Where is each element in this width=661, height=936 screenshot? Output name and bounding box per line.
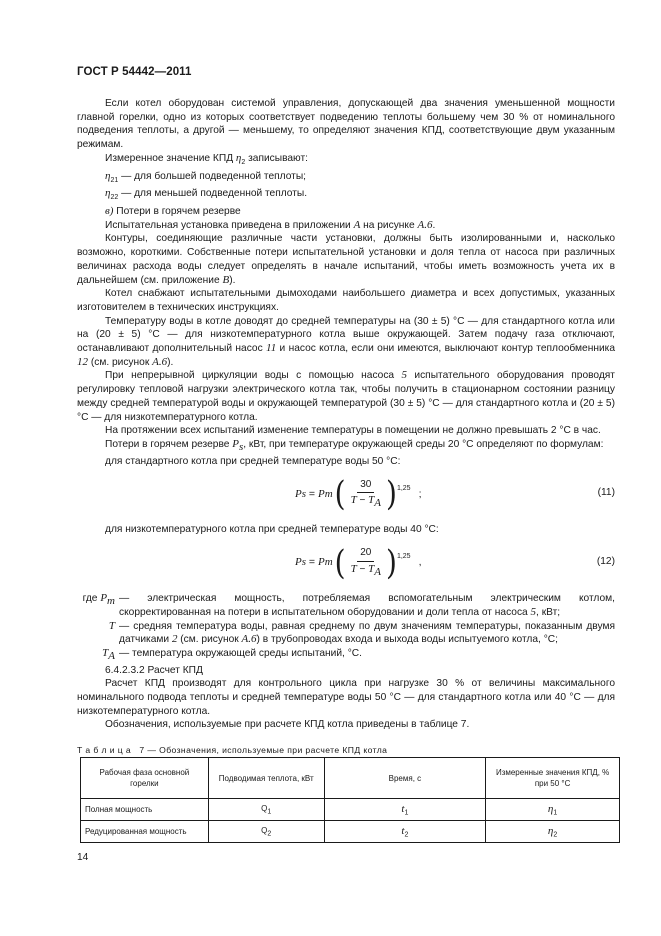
- text: — электрическая мощность, потребляемая вспомогательным электрическим котлом, скорректированная на потери в испытательном оборудовании и доли тепла от насоса: [119, 593, 615, 618]
- page-header: ГОСТ Р 54442—2011: [77, 66, 192, 78]
- table-caption: Т а б л и ц а 7 — Обозначения, используемые при расчете КПД котла: [77, 745, 388, 755]
- legend-key-t: [77, 620, 119, 647]
- fraction-group: [334, 474, 411, 514]
- text: Контуры, соединяющие различные части установки, должны быть изолированными и, насколько возможно, короткими. Собственные потери испытательной установки и доля тепла от насоса при различных величинах расхода воды следует определять в начале испытаний, чтобы иметь возможность учета их в дальнейшем (см. приложение: [77, 233, 615, 286]
- subheading-hot-standby: [77, 205, 615, 219]
- minus-sign: −: [356, 495, 369, 507]
- eta-symbol: η: [235, 151, 242, 164]
- table-header-cell: Время, с: [324, 758, 486, 799]
- text: — для большей подведенной теплоты;: [118, 170, 306, 182]
- item-eta21: [77, 170, 615, 188]
- paragraph-efficiency-calc: Расчет КПД производят для контрольного цикла при нагрузке 30 % от величины максимального номинального подвода теплоты и средней температуре воды 50 °С — для стандартного котла или 40 °С — для низкотемпературного котла.: [77, 678, 615, 717]
- item-letter: в): [105, 205, 114, 218]
- left-paren-icon: (: [334, 474, 346, 514]
- left-paren-icon: (: [334, 542, 346, 583]
- table-header-cell: Измеренные значения КПД, % при 50 °С: [486, 758, 620, 799]
- table-cell-eta: [486, 799, 620, 821]
- text: .: [432, 219, 436, 231]
- paragraph-test-setup: [77, 219, 615, 233]
- symbol: P: [317, 556, 325, 569]
- subscript: 2: [404, 831, 409, 839]
- symbol: η: [547, 824, 554, 837]
- text: Температуру воды в котле доводят до средней температуры на (30 ± 5) °С — для стандартного котла или на (20 ± 5) °С — для низкотемпературного котла выше окружающей. Затем подачу газа отключают, останавливают дополнительный насос: [77, 315, 615, 355]
- figure-ref: А.6: [152, 355, 168, 368]
- equation-number: (12): [596, 556, 615, 568]
- exponent: 1,25: [396, 484, 411, 492]
- text: испытательного оборудования проводят регулировку тепловой нагрузки электрического котла так, чтобы получить в стационарном состоянии разницу между средней температурой воды и окружающей температурой (30 ± 5) °С — для стандартного котла и (20 ± 5) °С — для низкотемпературного котла.: [77, 370, 615, 423]
- symbol: T: [350, 563, 357, 576]
- section-heading-6-4-2-3-2: [77, 664, 615, 678]
- text: (см. рисунок: [88, 356, 153, 368]
- paragraph-circuits: [77, 232, 615, 287]
- denominator: [348, 562, 384, 580]
- table-header-cell: Подводимая теплота, кВт: [208, 758, 324, 799]
- item-ref: 2: [171, 633, 178, 646]
- paragraph-circulation: [77, 369, 615, 424]
- annex-ref: В: [222, 273, 230, 286]
- subscript: A: [374, 497, 381, 510]
- subscript: s: [238, 441, 244, 453]
- subscript: m: [324, 556, 333, 569]
- paragraph-room-temperature: На протяжении всех испытаний изменение температуры в помещении не должно превышать 2 °С в час.: [105, 425, 601, 437]
- section-number: 6.4.2.3.2: [105, 664, 145, 676]
- eta-subscript: 21: [110, 176, 119, 184]
- table-cell-time: [324, 821, 486, 843]
- text: , кВт, при температуре окружающей среды 20 °С определяют по формулам:: [243, 438, 604, 450]
- equation-12: [77, 540, 615, 586]
- symbol: Q: [261, 803, 268, 813]
- eta-subscript: 22: [110, 194, 119, 202]
- table-header-row: [81, 758, 620, 799]
- text: (см. рисунок: [177, 634, 242, 646]
- symbol: P: [295, 487, 302, 500]
- text: , кВт;: [536, 606, 561, 618]
- right-paren-icon: ): [386, 542, 397, 583]
- symbol: T: [368, 494, 375, 507]
- symbol: T: [102, 646, 109, 659]
- subscript: 1: [404, 809, 409, 817]
- subscript: 2: [553, 831, 558, 839]
- paragraph-two-modes: Если котел оборудован системой управления, допускающей два значения уменьшенной мощности главной горелки, одно из которых соответствует подведению теплоты большему чем 30 % от номинального подведения теплоты, а другой — меньшему, то определяют значения КПД, соответствующие двум указанным режимам.: [77, 98, 615, 151]
- minus-sign: −: [356, 564, 369, 576]
- fraction: [348, 478, 384, 511]
- figure-ref: А.6: [417, 218, 433, 231]
- subscript: 2: [267, 830, 272, 838]
- paragraph-measured-eta: [77, 152, 615, 170]
- item-ref: 5: [530, 605, 537, 618]
- eta-symbol: η: [105, 169, 111, 182]
- text: — средняя температура воды, равная среднему по двум значениям температуры, показанным двумя датчиками: [119, 620, 615, 646]
- legend-key-ta: [77, 647, 119, 664]
- item-ref: 11: [266, 342, 277, 355]
- text: — для меньшей подведенной теплоты.: [118, 188, 308, 200]
- table-7: [80, 757, 620, 843]
- legend-value-t: [119, 620, 615, 647]
- symbol: T: [108, 619, 115, 632]
- subscript: s: [301, 556, 307, 569]
- paragraph-water-temperature: [77, 315, 615, 370]
- equals-sign: =: [306, 487, 318, 500]
- symbol: P: [232, 437, 239, 450]
- paragraph-table-ref: Обозначения, используемые при расчете КПД котла приведены в таблице 7.: [105, 719, 470, 731]
- text: на рисунке: [360, 219, 418, 231]
- paragraph-flues: Котел снабжают испытательными дымоходами наибольшего диаметра и всех допустимых, указанных изготовителем в технических инструкциях.: [77, 288, 615, 313]
- legend-where: [77, 592, 615, 664]
- symbol: t: [401, 824, 405, 837]
- legend-key-pm: [77, 592, 119, 619]
- symbol: T: [350, 494, 357, 507]
- text: При непрерывной циркуляции воды с помощью насоса: [105, 370, 402, 382]
- symbol: Q: [261, 825, 268, 835]
- text: и насос котла, если они имеются, выключают контур теплообменника: [276, 343, 615, 355]
- subscript: 1: [267, 808, 272, 816]
- punctuation: ;: [418, 487, 422, 500]
- table-cell-phase: Редуцированная мощность: [81, 821, 209, 843]
- document-body: [77, 97, 615, 732]
- symbol: P: [295, 556, 302, 569]
- text: Потери в горячем резерве: [113, 206, 241, 218]
- paragraph-low-temp-boiler: для низкотемпературного котла при средней температуре воды 40 °С:: [105, 524, 439, 536]
- subscript: s: [301, 487, 307, 500]
- table-cell-eta: [486, 821, 620, 843]
- subscript: m: [107, 595, 115, 608]
- annex-ref: А: [353, 218, 361, 231]
- text: ).: [229, 274, 236, 286]
- page-number: 14: [77, 852, 89, 863]
- text: Испытательная установка приведена в приложении: [105, 219, 354, 231]
- section-title: Расчет КПД: [144, 664, 203, 676]
- table-cell-time: [324, 799, 486, 821]
- legend-value-pm: [119, 592, 615, 619]
- numerator: 30: [357, 478, 374, 494]
- item-ref: 12: [77, 355, 88, 368]
- text: ).: [167, 356, 174, 368]
- item-eta22: [77, 187, 615, 205]
- paragraph-standby-losses: [77, 438, 615, 455]
- numerator: 20: [357, 546, 374, 562]
- exponent: 1,25: [396, 553, 411, 561]
- text: Потери в горячем резерве: [105, 438, 233, 450]
- eta-symbol: η: [105, 187, 111, 200]
- table-cell-phase: Полная мощность: [81, 799, 209, 821]
- symbol: T: [368, 563, 375, 576]
- symbol: P: [100, 592, 108, 605]
- subscript: A: [374, 566, 381, 579]
- subscript: 1: [553, 809, 558, 817]
- symbol: P: [317, 487, 325, 500]
- text: где: [82, 593, 101, 605]
- denominator: [348, 493, 384, 511]
- right-paren-icon: ): [386, 474, 397, 514]
- table-row: [81, 821, 620, 843]
- fraction-group: [334, 542, 411, 583]
- text: ) в трубопроводах входа и выхода воды испытуемого котла, °С;: [256, 634, 558, 646]
- table-header-cell: Рабочая фаза основной горелки: [81, 758, 209, 799]
- eta-subscript: 2: [241, 158, 246, 166]
- subscript: m: [324, 487, 333, 500]
- paragraph-standard-boiler: для стандартного котла при средней температуре воды 50 °С:: [105, 455, 401, 467]
- table-cell-heat: [208, 821, 324, 843]
- item-ref: 5: [401, 369, 407, 382]
- equals-sign: =: [306, 556, 318, 569]
- table-cell-heat: [208, 799, 324, 821]
- text: Измеренное значение КПД: [105, 152, 236, 164]
- punctuation: ,: [418, 556, 422, 569]
- legend-value-ta: — температура окружающей среды испытаний, °С.: [119, 647, 362, 659]
- text: записывают:: [245, 152, 308, 164]
- symbol: η: [547, 802, 554, 815]
- table-row: [81, 799, 620, 821]
- figure-ref: А.6: [241, 633, 257, 646]
- equation-11: [77, 471, 615, 517]
- fraction: [348, 546, 384, 579]
- subscript: A: [108, 649, 115, 662]
- symbol: t: [401, 802, 405, 815]
- formula: [295, 540, 421, 586]
- formula: [295, 471, 421, 517]
- equation-number: (11): [597, 487, 615, 499]
